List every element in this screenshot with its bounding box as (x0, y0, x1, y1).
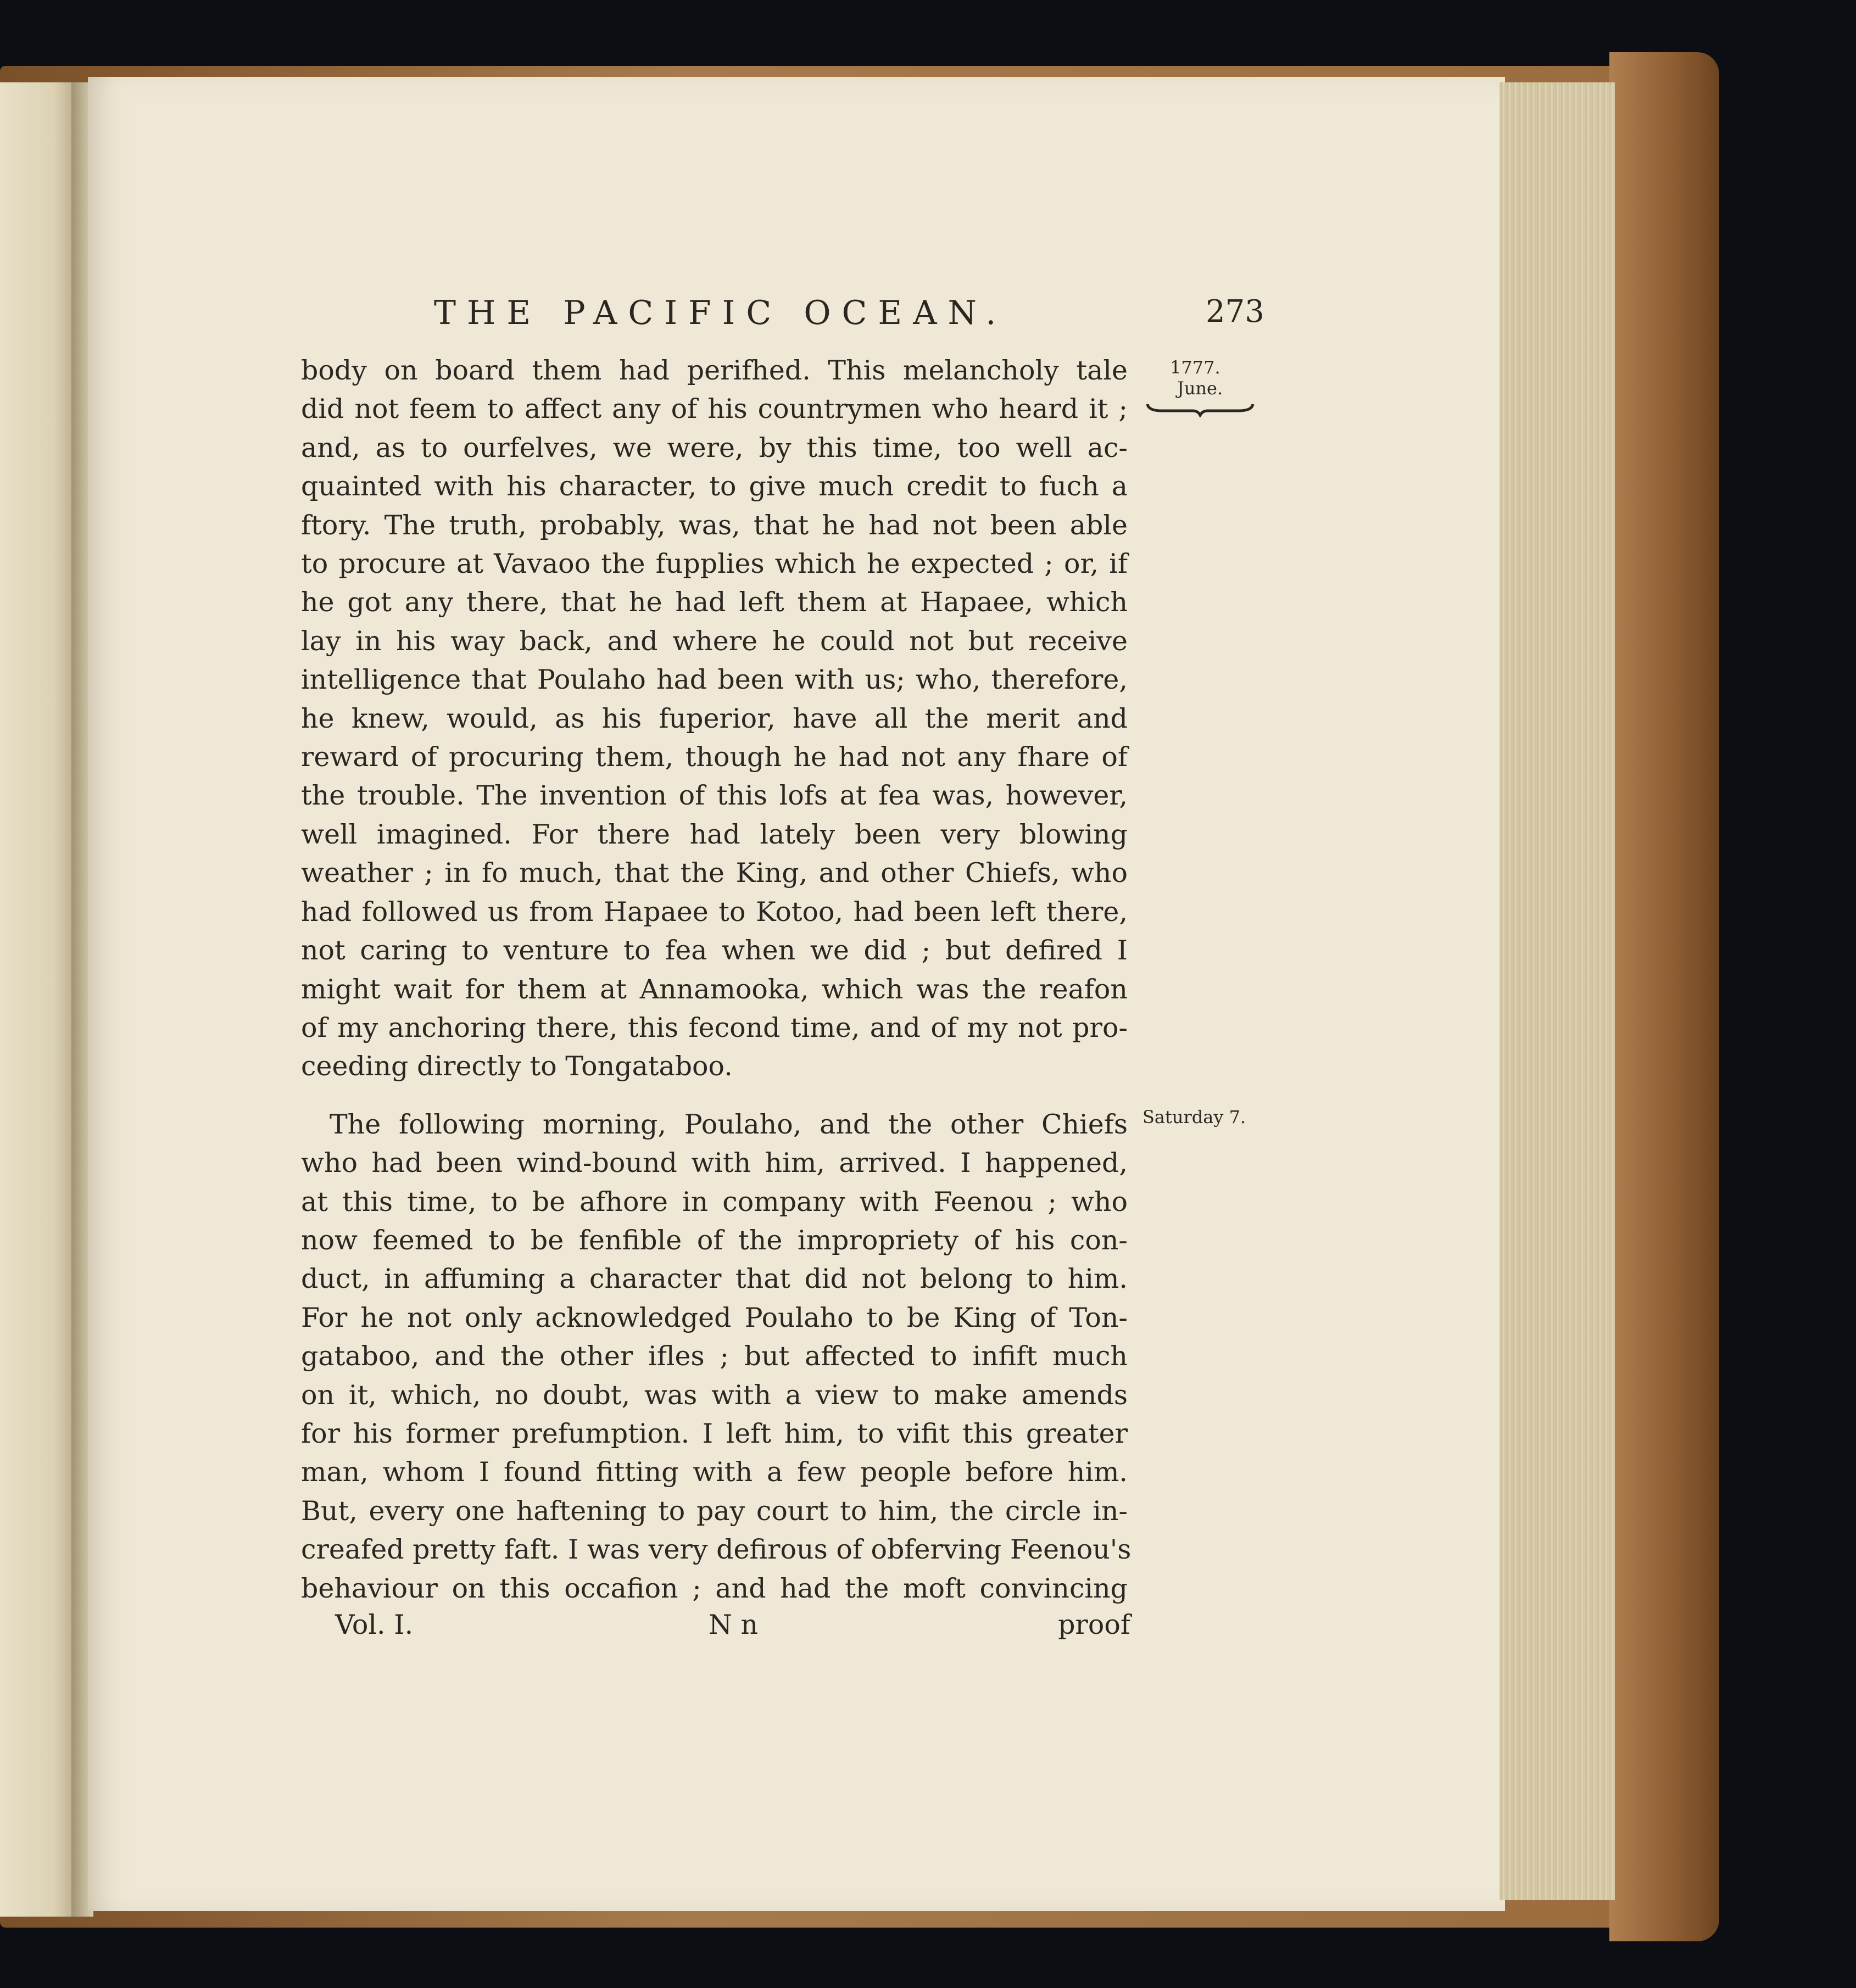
text-line: did not feem to affect any of his countrymen who heard it ; (301, 393, 1128, 425)
text-line: of my anchoring there, this fecond time, and of my not pro- (301, 1012, 1128, 1043)
volume-label: Vol. I. (335, 1609, 414, 1640)
text-line: intelligence that Poulaho had been with us; who, therefore, (301, 664, 1128, 696)
text-line: ceeding directly to Tongataboo. (301, 1051, 733, 1082)
text-line: lay in his way back, and where he could not but receive (301, 625, 1128, 657)
text-line: ftory. The truth, probably, was, that he had not been able (301, 509, 1128, 541)
text-line: well imagined. For there had lately been very blowing (301, 818, 1128, 850)
text-line: on it, which, no doubt, was with a view to make amends (301, 1379, 1128, 1411)
paragraph-2 (301, 1105, 1132, 1608)
page-block-edge (1500, 82, 1615, 1900)
paragraph-1 (301, 351, 1128, 1086)
book-cover-edge (1609, 52, 1719, 1941)
text-line: who had been wind-bound with him, arrived. I happened, (301, 1147, 1128, 1179)
text-line: But, every one haftening to pay court to him, the circle in- (301, 1495, 1128, 1527)
running-title: THE PACIFIC OCEAN. (434, 294, 1007, 332)
text-line: body on board them had perifhed. This melancholy tale (301, 355, 1128, 386)
text-line: creafed pretty faft. I was very defirous of obferving Feenou's (301, 1534, 1132, 1566)
text-line: behaviour on this occafion ; and had the moft convincing (301, 1572, 1128, 1604)
left-page-edge (0, 82, 77, 1917)
margin-brace (1145, 401, 1255, 417)
page-number: 273 (1206, 294, 1264, 330)
text-line: at this time, to be afhore in company with Feenou ; who (301, 1186, 1128, 1218)
body-text (301, 351, 1132, 1608)
text-line: he got any there, that he had left them at Hapaee, which (301, 587, 1128, 618)
page-footer (301, 1609, 1130, 1648)
text-line: man, whom I found fitting with a few people before him. (301, 1456, 1128, 1488)
text-line: The following morning, Poulaho, and the other Chiefs (330, 1108, 1128, 1140)
text-line: duct, in affuming a character that did not belong to him. (301, 1263, 1128, 1295)
catchword: proof (1058, 1609, 1130, 1640)
text-line: weather ; in fo much, that the King, and other Chiefs, who (301, 857, 1128, 889)
text-line: the trouble. The invention of this lofs at fea was, however, (301, 780, 1128, 812)
margin-note-month: June. (1177, 378, 1223, 399)
margin-note-year: 1777. (1170, 357, 1220, 378)
text-line: for his former prefumption. I left him, to vifit this greater (301, 1417, 1128, 1449)
text-line: and, as to ourfelves, we were, by this time, too well ac- (301, 432, 1128, 464)
margin-note-day: Saturday 7. (1142, 1107, 1246, 1127)
text-line: had followed us from Hapaee to Kotoo, had been left there, (301, 896, 1128, 928)
text-line: he knew, would, as his fuperior, have all the merit and (301, 702, 1128, 734)
text-line: might wait for them at Annamooka, which was the reafon (301, 973, 1128, 1005)
text-line: quainted with his character, to give much credit to fuch a (301, 471, 1128, 502)
text-line: to procure at Vavaoo the fupplies which he expected ; or, if (301, 548, 1128, 580)
text-line: gataboo, and the other ifles ; but affected to infift much (301, 1341, 1128, 1372)
text-line: now feemed to be fenfible of the impropriety of his con- (301, 1224, 1128, 1256)
text-line: not caring to venture to fea when we did ; but defired I (301, 935, 1128, 967)
signature-mark: N n (709, 1609, 759, 1640)
text-line: reward of procuring them, though he had not any fhare of (301, 741, 1128, 773)
text-line: For he not only acknowledged Poulaho to be King of Ton- (301, 1302, 1128, 1333)
